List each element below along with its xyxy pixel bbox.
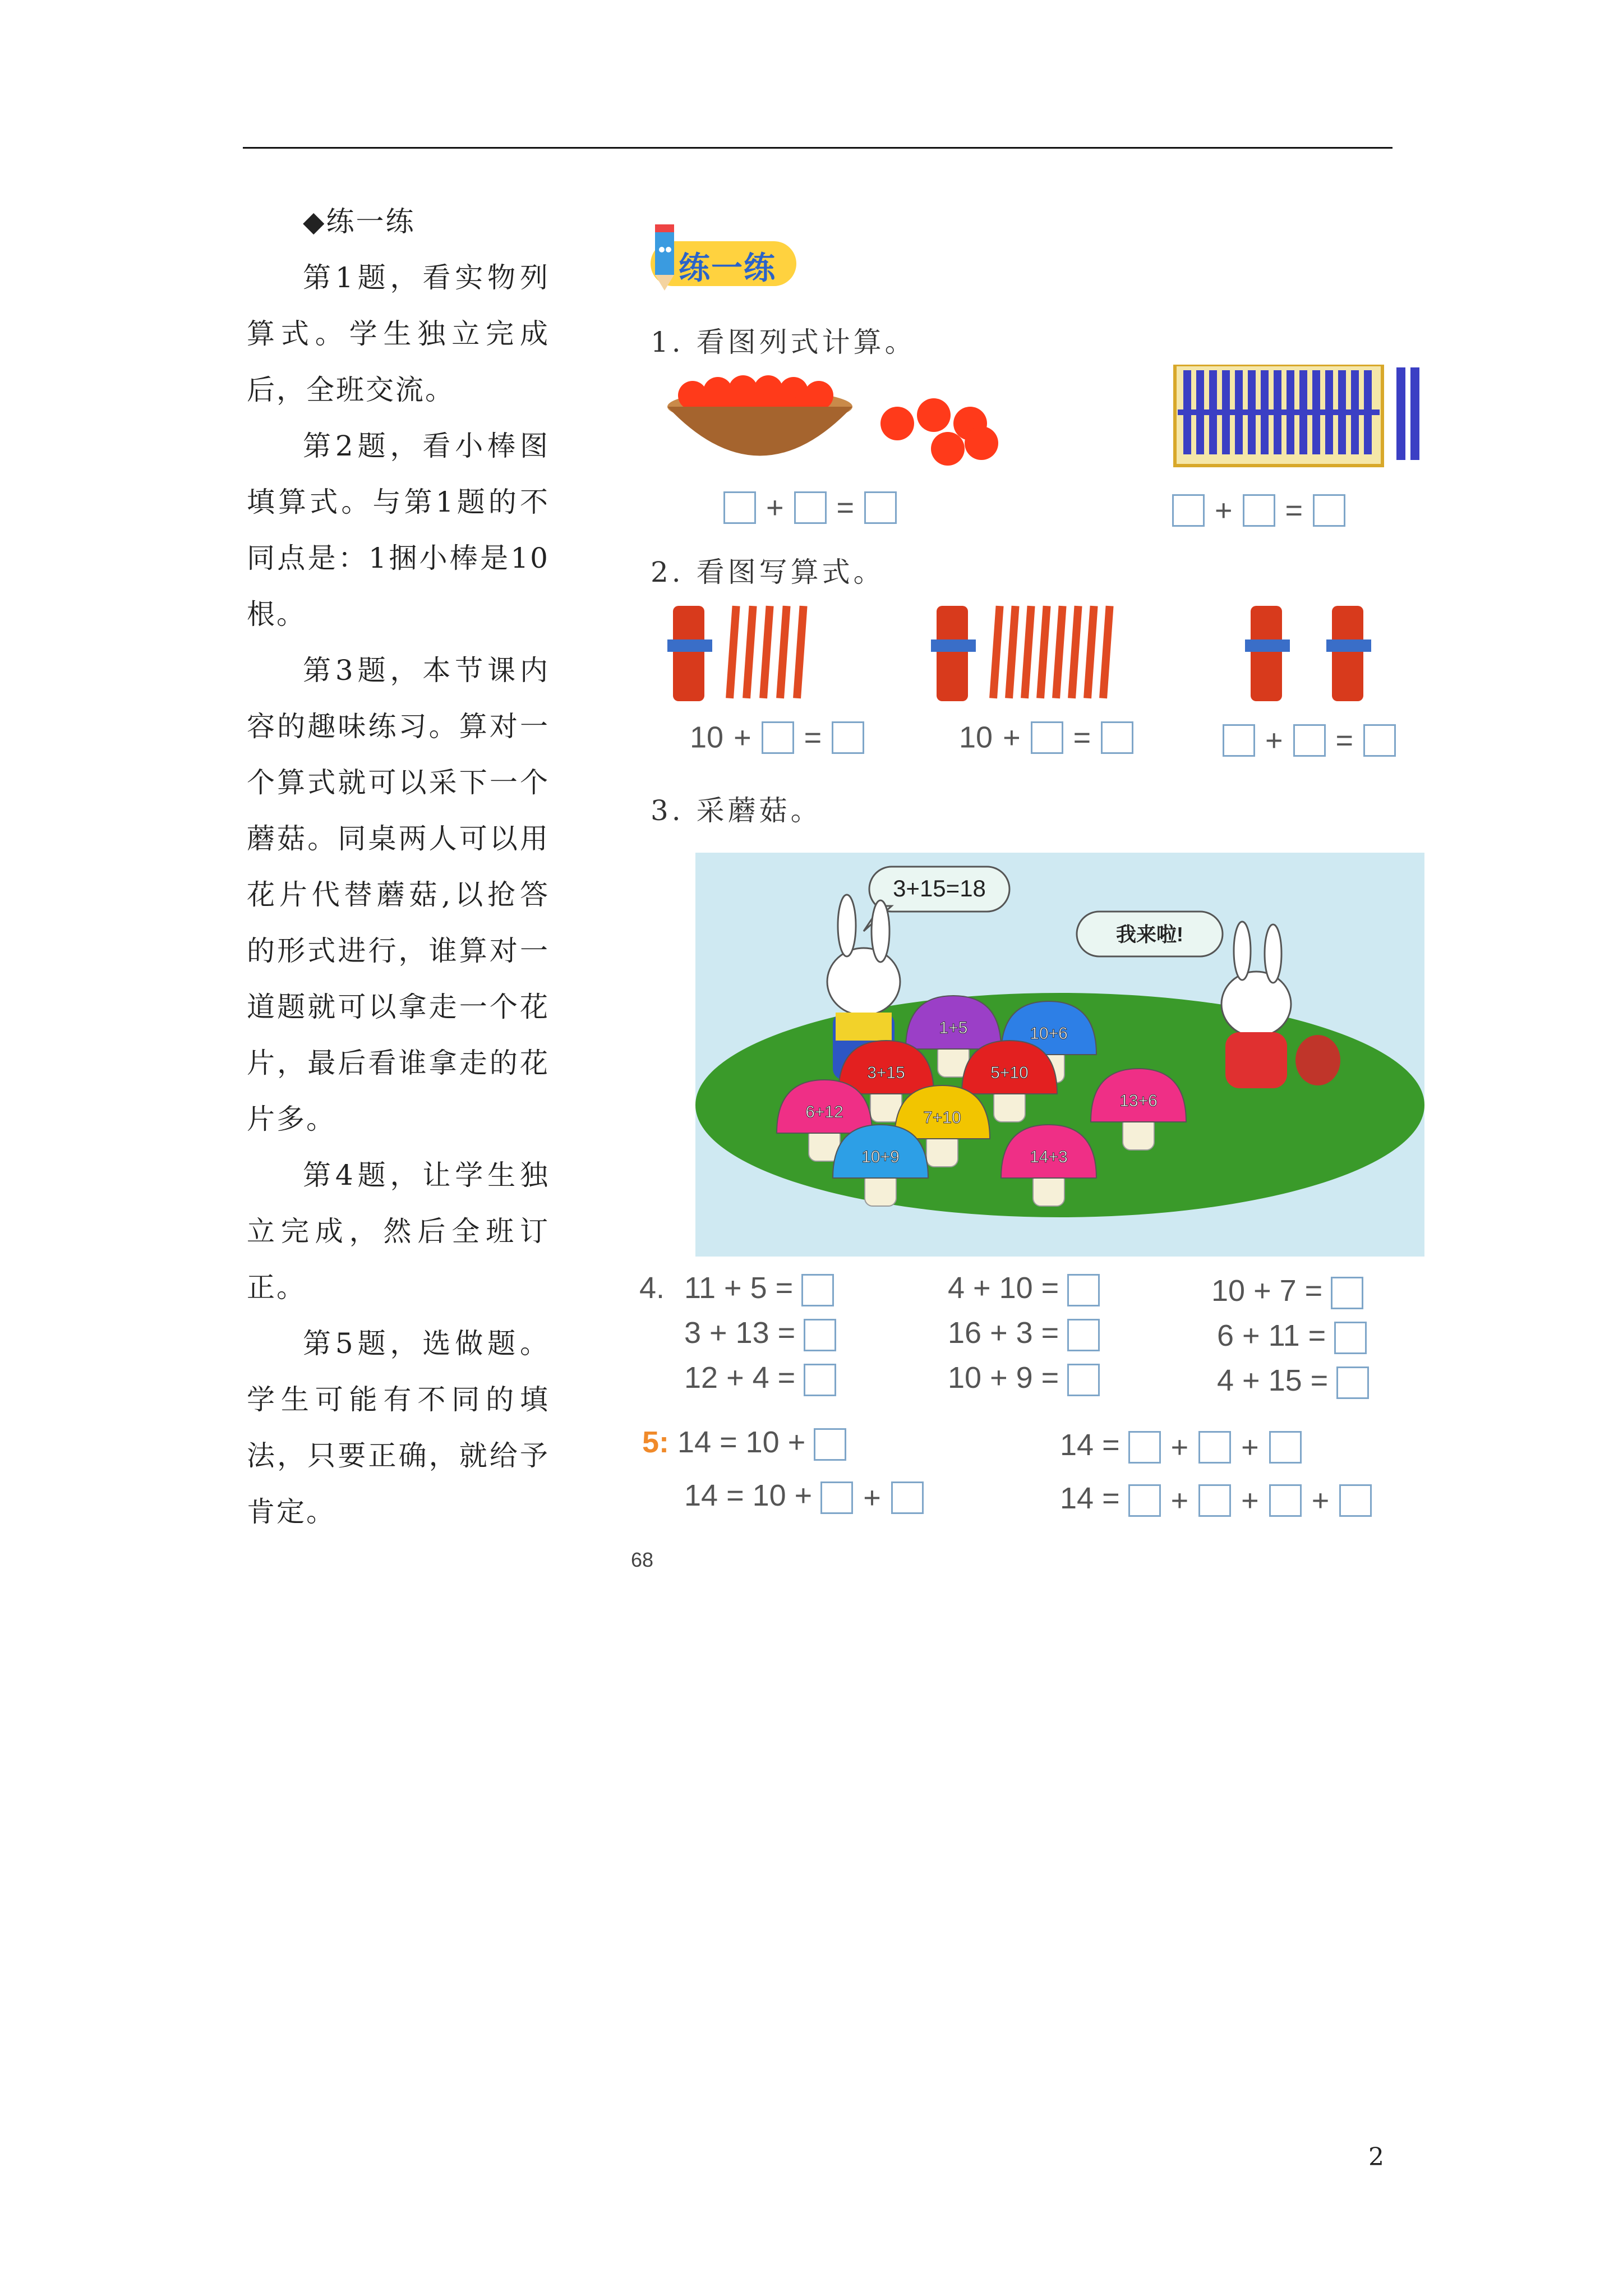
q5-row-3: 14 = + + — [1060, 1428, 1302, 1465]
red-sticks-icon — [989, 606, 1113, 699]
mushroom-label: 14+3 — [1030, 1148, 1068, 1166]
answer-box[interactable] — [1172, 494, 1205, 527]
red-stick-bundle-icon — [931, 606, 976, 701]
q4-item — [684, 1360, 836, 1396]
q4-expression: 3 + 13 = — [684, 1316, 796, 1350]
red-sticks-icon — [726, 606, 807, 699]
answer-box[interactable] — [1101, 721, 1133, 754]
note-paragraph: 第1题，看实物列算式。学生独立完成后，全班交流。 — [247, 261, 550, 406]
answer-box[interactable] — [1067, 1364, 1100, 1396]
answer-box[interactable] — [1313, 494, 1345, 527]
q4-expression: 12 + 4 = — [684, 1361, 796, 1395]
answer-box[interactable] — [762, 721, 794, 754]
answer-box[interactable] — [1198, 1431, 1231, 1464]
textbook-page — [628, 213, 1447, 1588]
badge-text: 练一练 — [679, 250, 776, 287]
mushroom-label: 6+12 — [805, 1103, 843, 1121]
answer-box[interactable] — [1223, 724, 1255, 757]
mushroom-label: 1+5 — [939, 1019, 968, 1037]
q4-item — [684, 1315, 836, 1351]
loose-tomatoes-icon — [880, 398, 998, 466]
answer-box[interactable] — [1243, 494, 1275, 527]
q4-item — [948, 1271, 1100, 1306]
answer-box[interactable] — [891, 1481, 924, 1514]
answer-box[interactable] — [1128, 1431, 1161, 1464]
q2-number: 10 — [959, 720, 993, 754]
mushroom-scene — [695, 853, 1424, 1257]
stick-bundle-icon — [1175, 365, 1419, 466]
mushroom-label: 10+6 — [1030, 1024, 1068, 1043]
q4-expression: 10 + 9 = — [948, 1361, 1059, 1395]
answer-box[interactable] — [804, 1319, 836, 1351]
answer-box[interactable] — [1339, 1484, 1372, 1517]
note-paragraph: 第4题，让学生独立完成，然后全班订正。 — [247, 1159, 550, 1304]
bubble-left-text: 3+15=18 — [893, 875, 986, 901]
q1-equation-1: + = — [723, 488, 897, 525]
q5-row-4: 14 = + + + — [1060, 1481, 1372, 1518]
answer-box[interactable] — [1334, 1322, 1367, 1354]
answer-box[interactable] — [820, 1481, 853, 1514]
answer-box[interactable] — [1198, 1484, 1231, 1517]
answer-box[interactable] — [1331, 1277, 1363, 1309]
red-stick-bundle-icon — [1245, 606, 1371, 701]
q4-expression: 16 + 3 = — [948, 1316, 1059, 1350]
red-stick-bundle-icon — [667, 606, 712, 701]
q2-equation-2: 10 + = — [959, 718, 1133, 755]
q2-illustration — [662, 600, 1458, 712]
answer-box[interactable] — [814, 1428, 846, 1461]
q3-title: 3. 采蘑菇。 — [651, 794, 822, 827]
q5-expression: 14 = 10 + — [677, 1425, 806, 1459]
note-paragraph: 第5题，选做题。学生可能有不同的填法，只要正确，就给予肯定。 — [247, 1327, 550, 1528]
tomato-basket-icon — [667, 375, 852, 456]
answer-box[interactable] — [1269, 1484, 1302, 1517]
q4-expression: 4 + 15 = — [1217, 1364, 1329, 1397]
answer-box[interactable] — [794, 491, 827, 524]
answer-box[interactable] — [832, 721, 864, 754]
q5-expression: 14 = 10 + — [684, 1479, 813, 1512]
practice-badge — [634, 219, 802, 286]
q4-item — [684, 1271, 834, 1306]
mushroom-label: 10+9 — [861, 1148, 900, 1166]
mushroom-label: 3+15 — [867, 1064, 905, 1082]
q4-expression: 4 + 10 = — [948, 1271, 1059, 1305]
teacher-notes — [247, 194, 550, 1540]
q4-item — [1217, 1363, 1369, 1399]
mushroom-label: 7+10 — [923, 1108, 961, 1127]
answer-box[interactable] — [723, 491, 756, 524]
q4-item — [948, 1315, 1100, 1351]
header-rule — [243, 147, 1393, 149]
q4-item — [1211, 1273, 1363, 1309]
mushroom-label: 13+6 — [1119, 1092, 1158, 1110]
page-number: 2 — [1368, 2143, 1384, 2171]
answer-box[interactable] — [1269, 1431, 1302, 1464]
textbook-page-number: 68 — [631, 1548, 654, 1571]
q4-item — [1217, 1318, 1367, 1354]
q1-illustration — [659, 365, 1478, 477]
note-paragraph: 第2题，看小棒图填算式。与第1题的不同点是：1捆小棒是10根。 — [247, 430, 550, 631]
bubble-right-text: 我来啦! — [1116, 923, 1183, 946]
q2-title: 2. 看图写算式。 — [651, 556, 885, 588]
speech-bubble-right — [1077, 912, 1223, 956]
answer-box[interactable] — [1336, 1366, 1369, 1399]
q4-expression: 11 + 5 = — [684, 1271, 794, 1305]
mushroom-label: 5+10 — [990, 1064, 1029, 1082]
q5-label: 5: — [642, 1425, 670, 1459]
q5-row-1 — [642, 1425, 846, 1461]
answer-box[interactable] — [1363, 724, 1396, 757]
answer-box[interactable] — [1031, 721, 1063, 754]
answer-box[interactable] — [801, 1274, 834, 1306]
q4-label: 4. — [639, 1271, 665, 1305]
answer-box[interactable] — [1067, 1274, 1100, 1306]
q4-expression: 10 + 7 = — [1211, 1274, 1323, 1308]
q4-expression: 6 + 11 = — [1217, 1319, 1326, 1352]
answer-box[interactable] — [1067, 1319, 1100, 1351]
answer-box[interactable] — [804, 1364, 836, 1396]
q5-expression: 14 = — [1060, 1481, 1120, 1515]
q5-row-2: 14 = 10 + + — [684, 1478, 924, 1515]
q1-equation-2: + = — [1172, 491, 1345, 528]
note-paragraph: 第3题，本节课内容的趣味练习。算对一个算式就可以采下一个蘑菇。同桌两人可以用花片代替蘑菇,以抢答的形式进行，谁算对一道题就可以拿走一个花片，最后看谁拿走的花片多。 — [247, 654, 550, 1135]
notes-heading: ◆练一练 — [303, 205, 416, 238]
answer-box[interactable] — [1293, 724, 1326, 757]
answer-box[interactable] — [1128, 1484, 1161, 1517]
answer-box[interactable] — [864, 491, 897, 524]
q2-equation-1: 10 + = — [690, 718, 864, 755]
q2-equation-3: + = — [1223, 721, 1396, 758]
q5-expression: 14 = — [1060, 1428, 1120, 1462]
q4-item — [948, 1360, 1100, 1396]
q1-title: 1. 看图列式计算。 — [651, 326, 916, 358]
q2-number: 10 — [690, 720, 724, 754]
